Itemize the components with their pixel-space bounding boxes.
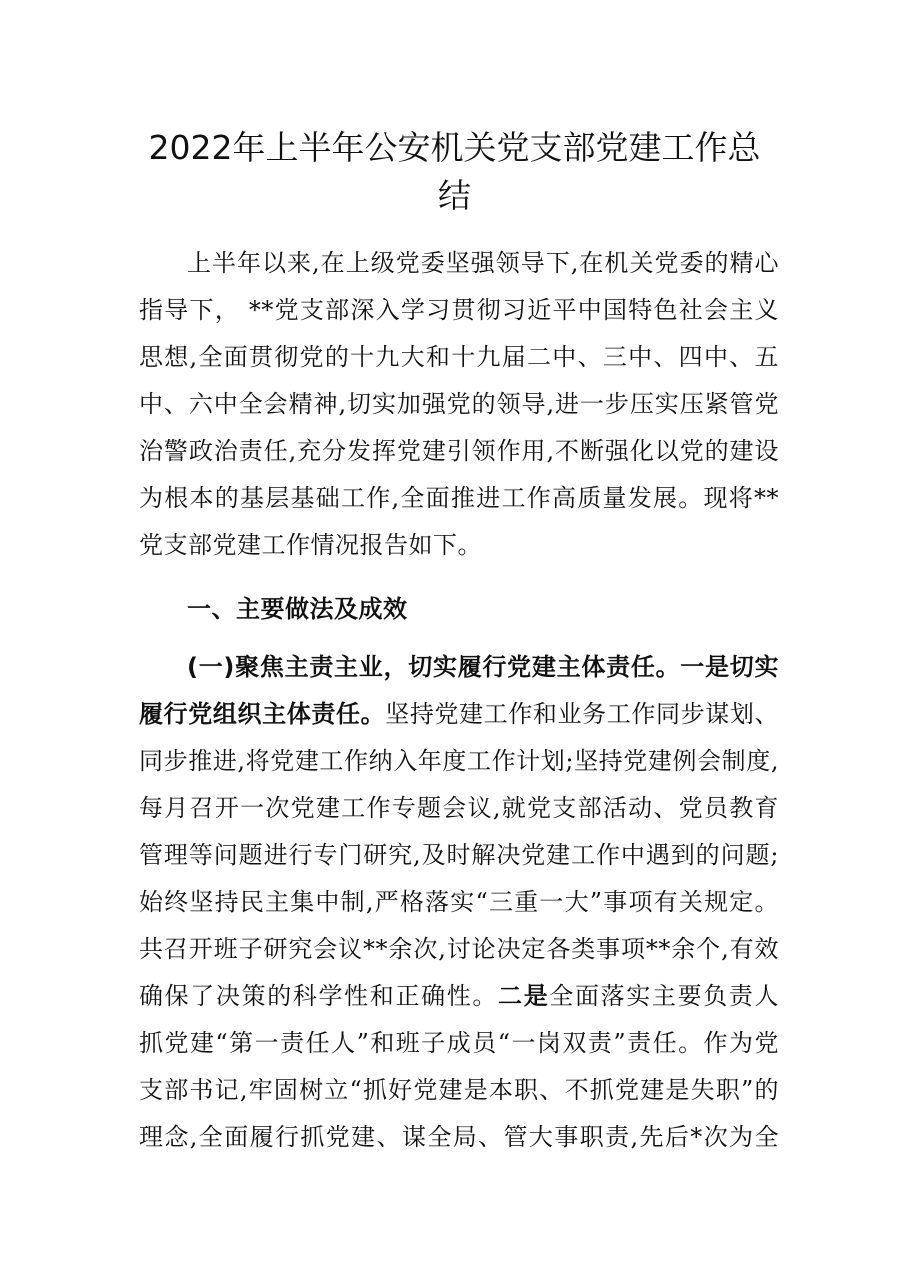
para-line: 始终坚持民主集中制,严格落实“三重一大”事项有关规定。 bbox=[139, 888, 779, 916]
para-bold-text: 二是 bbox=[498, 982, 550, 1010]
intro-line: 思想,全面贯彻党的十九大和十九届二中、三中、四中、五 bbox=[139, 343, 779, 371]
title-line-1: 2022年上半年公安机关党支部党建工作总 bbox=[148, 128, 761, 167]
intro-line: 指导下， **党支部深入学习贯彻习近平中国特色社会主义 bbox=[139, 296, 779, 324]
para-bold-text: 履行党组织主体责任。 bbox=[139, 700, 386, 728]
para-line bbox=[139, 699, 779, 729]
para-line: 同步推进,将党建工作纳入年度工作计划;坚持党建例会制度, bbox=[139, 747, 779, 775]
intro-line: 治警政治责任,充分发挥党建引领作用,不断强化以党的建设 bbox=[139, 437, 779, 465]
document-title bbox=[0, 124, 909, 220]
para-line: 理念,全面履行抓党建、谋全局、管大事职责,先后*次为全 bbox=[139, 1123, 779, 1151]
intro-line: 为根本的基层基础工作,全面推进工作高质量发展。现将** bbox=[139, 484, 779, 512]
para-line: 每月召开一次党建工作专题会议,就党支部活动、党员教育 bbox=[139, 794, 779, 822]
intro-line: 上半年以来,在上级党委坚强领导下,在机关党委的精心 bbox=[187, 249, 779, 277]
para-line: 管理等问题进行专门研究,及时解决党建工作中遇到的问题; bbox=[139, 841, 779, 869]
para-text: 坚持党建工作和业务工作同步谋划、 bbox=[385, 700, 780, 728]
para-line: 共召开班子研究会议**余次,讨论决定各类事项**余个,有效 bbox=[139, 935, 779, 963]
para-line bbox=[139, 981, 779, 1011]
section-heading: 一、主要做法及成效 bbox=[187, 595, 408, 623]
intro-line: 党支部党建工作情况报告如下。 bbox=[139, 531, 482, 559]
para-text: 全面落实主要负责人 bbox=[549, 982, 780, 1010]
para-heading-line: (一)聚焦主责主业，切实履行党建主体责任。一是切实 bbox=[187, 653, 779, 681]
para-line: 抓党建“第一责任人”和班子成员“一岗双责”责任。作为党 bbox=[139, 1029, 779, 1057]
para-text: 确保了决策的科学性和正确性。 bbox=[139, 982, 499, 1010]
para-line: 支部书记,牢固树立“抓好党建是本职、不抓党建是失职”的 bbox=[139, 1076, 779, 1104]
title-line-2: 结 bbox=[438, 176, 471, 215]
intro-line: 中、六中全会精神,切实加强党的领导,进一步压实压紧管党 bbox=[139, 390, 779, 418]
